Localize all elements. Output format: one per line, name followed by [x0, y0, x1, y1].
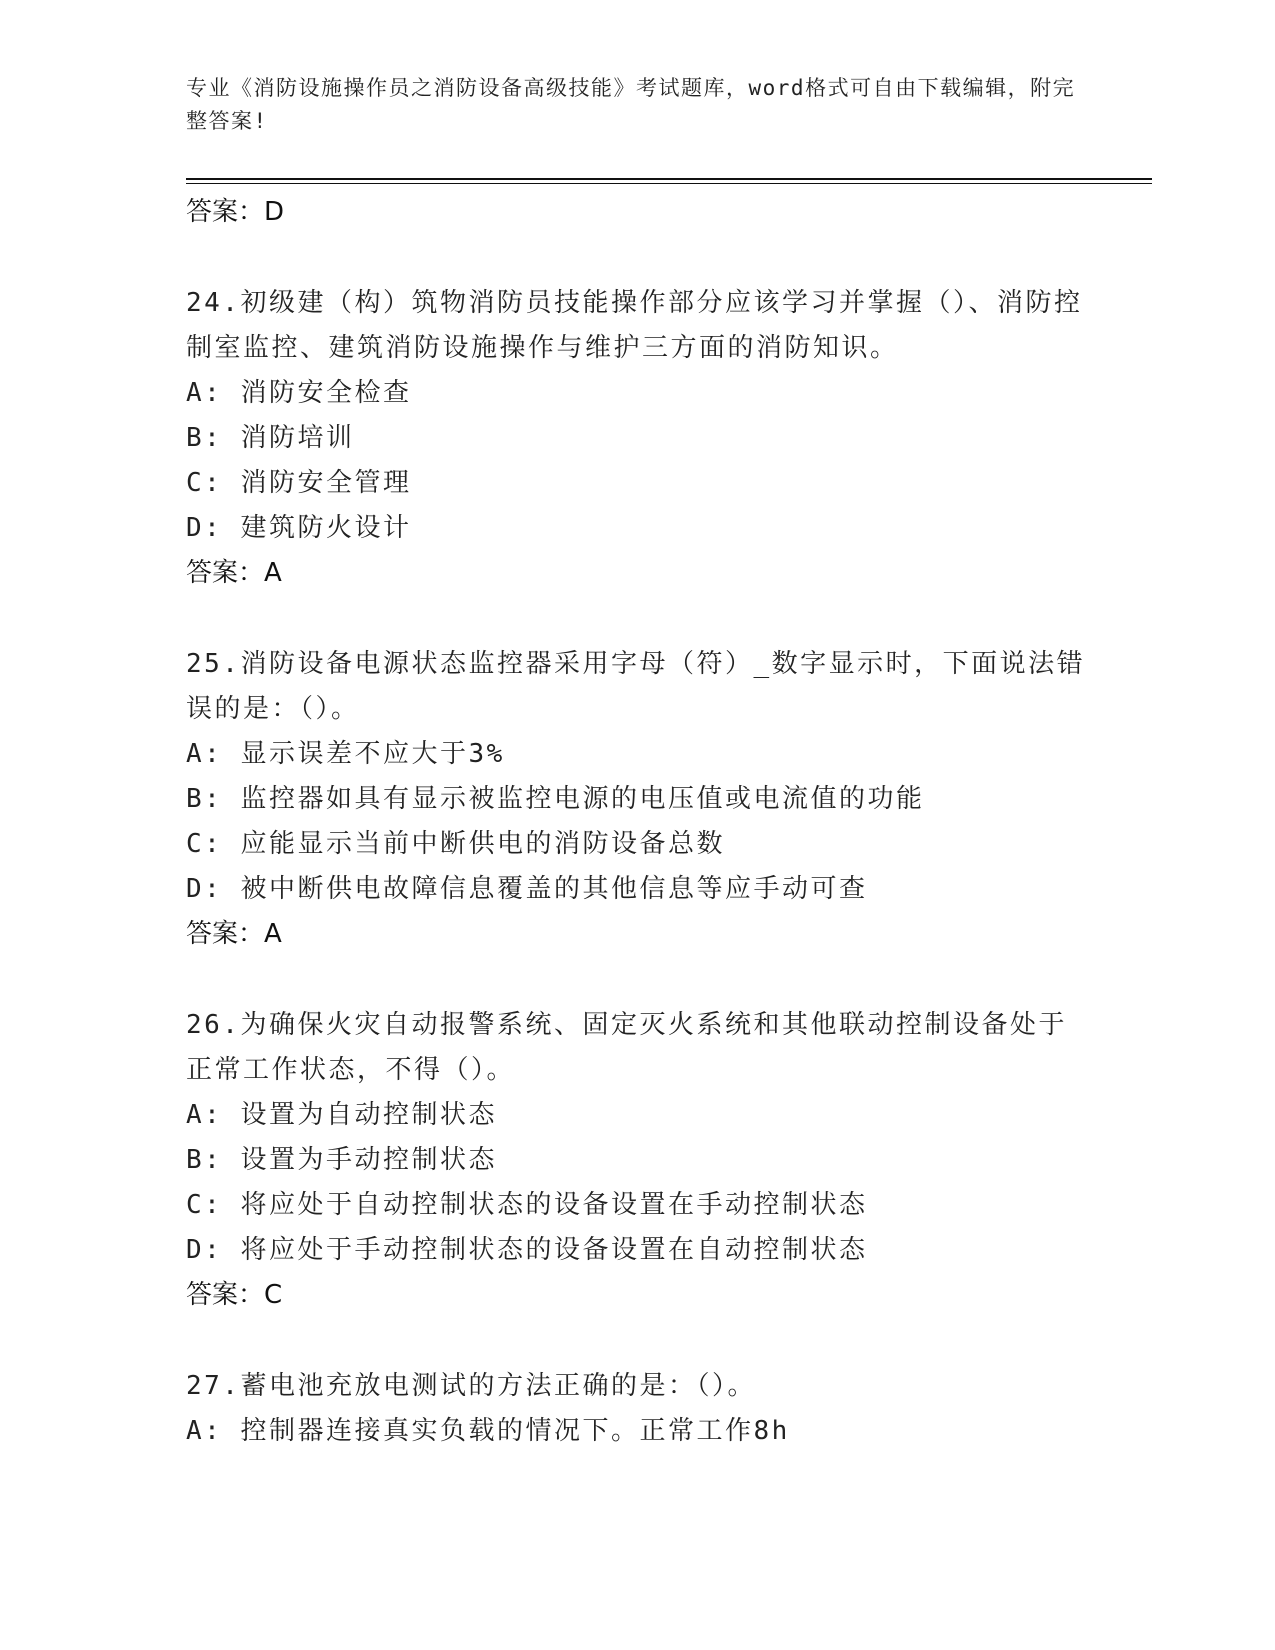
question-text: 24.初级建（构）筑物消防员技能操作部分应该学习并掌握（）、消防控制室监控、建筑消防设施操作与维护三方面的消防知识。 — [186, 288, 1083, 363]
option-c: C: 应能显示当前中断供电的消防设备总数 — [186, 829, 725, 859]
option-a: A: 设置为自动控制状态 — [186, 1100, 497, 1130]
document-header: 专业《消防设施操作员之消防设备高级技能》考试题库，word格式可自由下载编辑，附完整答案! — [186, 76, 1076, 133]
option-d: D: 建筑防火设计 — [186, 513, 412, 543]
answer: 答案：A — [186, 919, 282, 949]
option-b: B: 监控器如具有显示被监控电源的电压值或电流值的功能 — [186, 784, 925, 814]
previous-answer: 答案：D — [186, 197, 285, 227]
option-b: B: 设置为手动控制状态 — [186, 1145, 497, 1175]
question-text: 26.为确保火灾自动报警系统、固定灭火系统和其他联动控制设备处于正常工作状态，不得（）。 — [186, 1010, 1067, 1085]
header-divider-thick — [186, 178, 1152, 180]
question-list — [186, 190, 1086, 1454]
answer: 答案：C — [186, 1280, 283, 1310]
option-c: C: 消防安全管理 — [186, 468, 412, 498]
option-d: D: 将应处于手动控制状态的设备设置在自动控制状态 — [186, 1235, 868, 1265]
answer: 答案：A — [186, 558, 282, 588]
question-26 — [186, 1003, 1086, 1318]
option-b: B: 消防培训 — [186, 423, 355, 453]
option-a: A: 控制器连接真实负载的情况下。正常工作8h — [186, 1416, 790, 1446]
option-a: A: 显示误差不应大于3% — [186, 739, 505, 769]
question-25 — [186, 642, 1086, 957]
question-text: 27.蓄电池充放电测试的方法正确的是：（）。 — [186, 1371, 756, 1401]
option-a: A: 消防安全检查 — [186, 378, 412, 408]
option-d: D: 被中断供电故障信息覆盖的其他信息等应手动可查 — [186, 874, 868, 904]
question-27 — [186, 1364, 1086, 1454]
question-text: 25.消防设备电源状态监控器采用字母（符）_数字显示时，下面说法错误的是：（）。 — [186, 649, 1086, 724]
header-divider-thin — [186, 183, 1152, 184]
question-24 — [186, 281, 1086, 596]
option-c: C: 将应处于自动控制状态的设备设置在手动控制状态 — [186, 1190, 868, 1220]
